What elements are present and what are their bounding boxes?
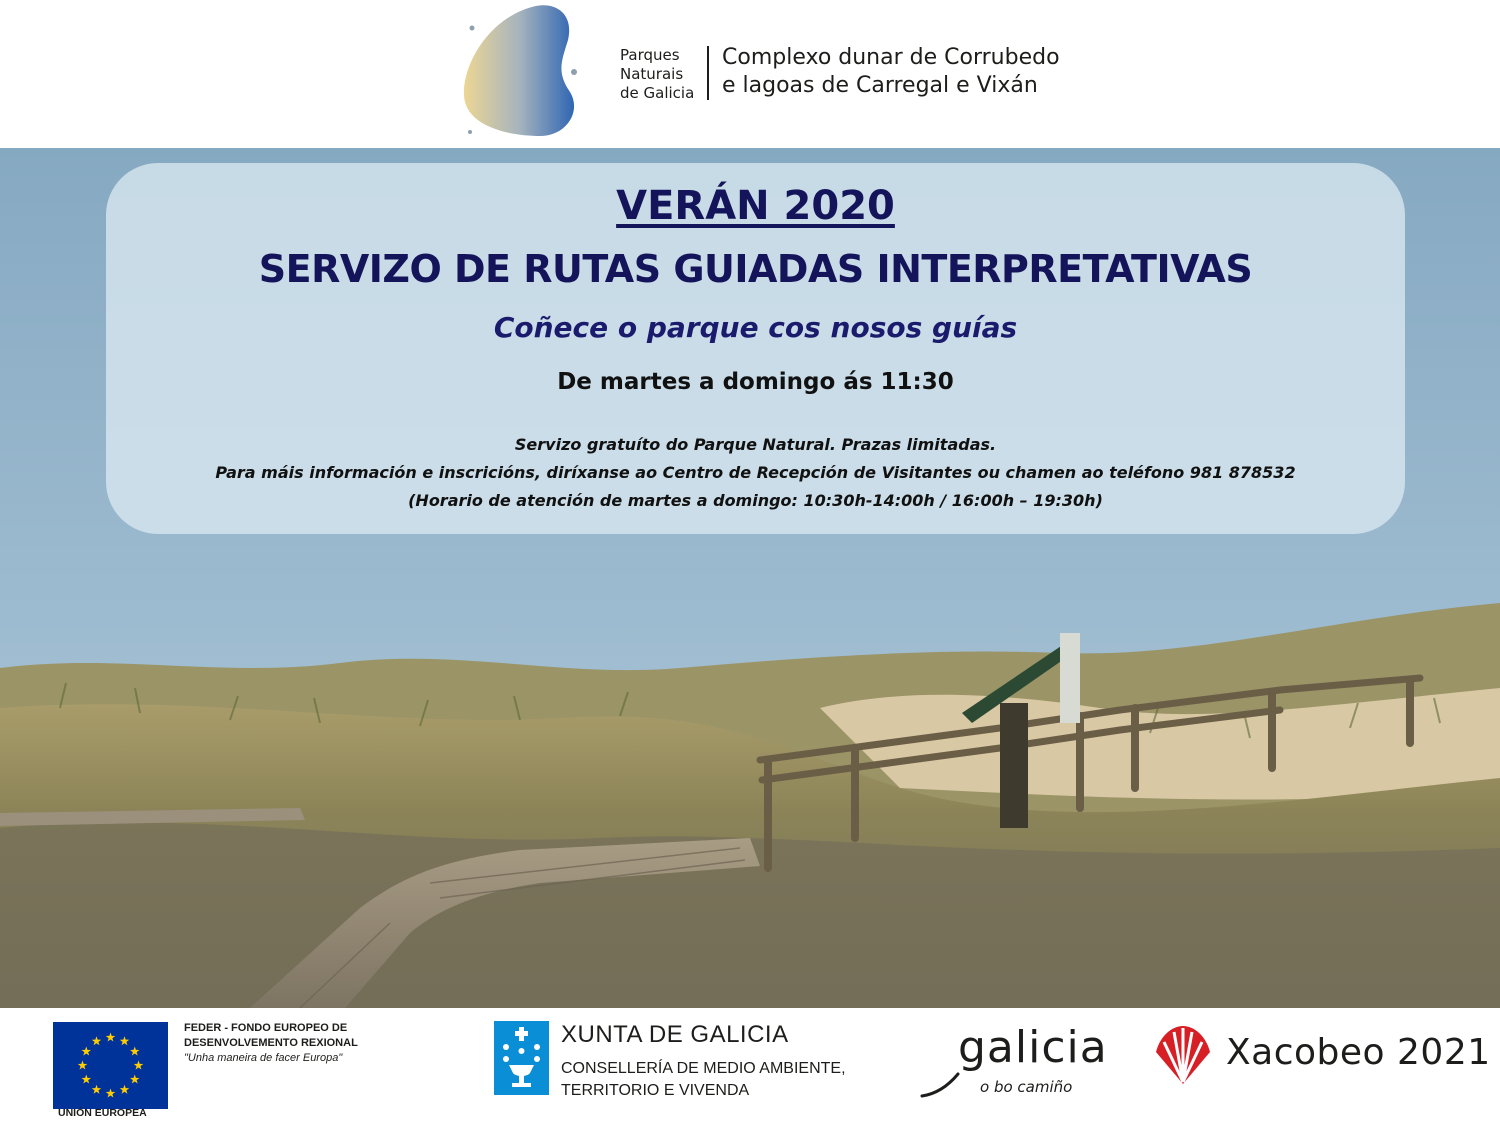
parques-naturais-blob-logo [458, 0, 588, 145]
park-name-line: de Galicia [620, 84, 695, 102]
xunta-coat-of-arms-icon [494, 1021, 549, 1095]
sponsor-footer [0, 1008, 1500, 1125]
eu-label: UNIÓN EUROPEA [58, 1107, 147, 1119]
xunta-title: XUNTA DE GALICIA [561, 1021, 789, 1048]
xunta-dept-line: CONSELLERÍA DE MEDIO AMBIENTE, [561, 1060, 846, 1077]
info-note: Servizo gratuíto do Parque Natural. Prazas limitadas. [514, 435, 997, 454]
feder-line: DESENVOLVEMENTO REXIONAL [184, 1037, 358, 1049]
xunta-dept-line: TERRITORIO E VIVENDA [561, 1082, 750, 1099]
feder-line: FEDER - FONDO EUROPEO DE [184, 1022, 348, 1034]
eu-flag-icon [53, 1022, 168, 1109]
xacobeo-scallop-shell-icon [1150, 1022, 1216, 1088]
park-name-line: Parques [620, 46, 680, 64]
park-area-line: e lagoas de Carregal e Vixán [722, 73, 1038, 98]
xacobeo-wordmark: Xacobeo 2021 [1226, 1032, 1491, 1073]
park-area-name [722, 44, 1060, 100]
season-title: VERÁN 2020 [616, 183, 895, 229]
info-note: Para máis información e inscricións, diríxanse ao Centro de Recepción de Visitantes ou chamen ao teléfono 981 878532 [215, 463, 1296, 482]
park-name-line: Naturais [620, 65, 684, 83]
info-panel [106, 163, 1405, 534]
galicia-brand-word: galicia [958, 1022, 1108, 1073]
header-divider [707, 46, 709, 100]
feder-motto: "Unha maneira de facer Europa" [184, 1052, 343, 1064]
xunta-department [561, 1058, 846, 1102]
park-network-name [620, 46, 694, 103]
park-area-line: Complexo dunar de Corrubedo [722, 45, 1060, 70]
header [0, 0, 1500, 148]
galicia-tagline: o bo camiño [980, 1078, 1073, 1096]
schedule: De martes a domingo ás 11:30 [557, 369, 954, 395]
service-title: SERVIZO DE RUTAS GUIADAS INTERPRETATIVAS [258, 247, 1253, 291]
galicia-swoosh-icon [918, 1064, 988, 1100]
info-note: (Horario de atención de martes a domingo: 10:30h-14:00h / 16:00h – 19:30h) [408, 491, 1103, 510]
tagline: Coñece o parque cos nosos guías [493, 311, 1018, 344]
feder-text [184, 1021, 358, 1066]
